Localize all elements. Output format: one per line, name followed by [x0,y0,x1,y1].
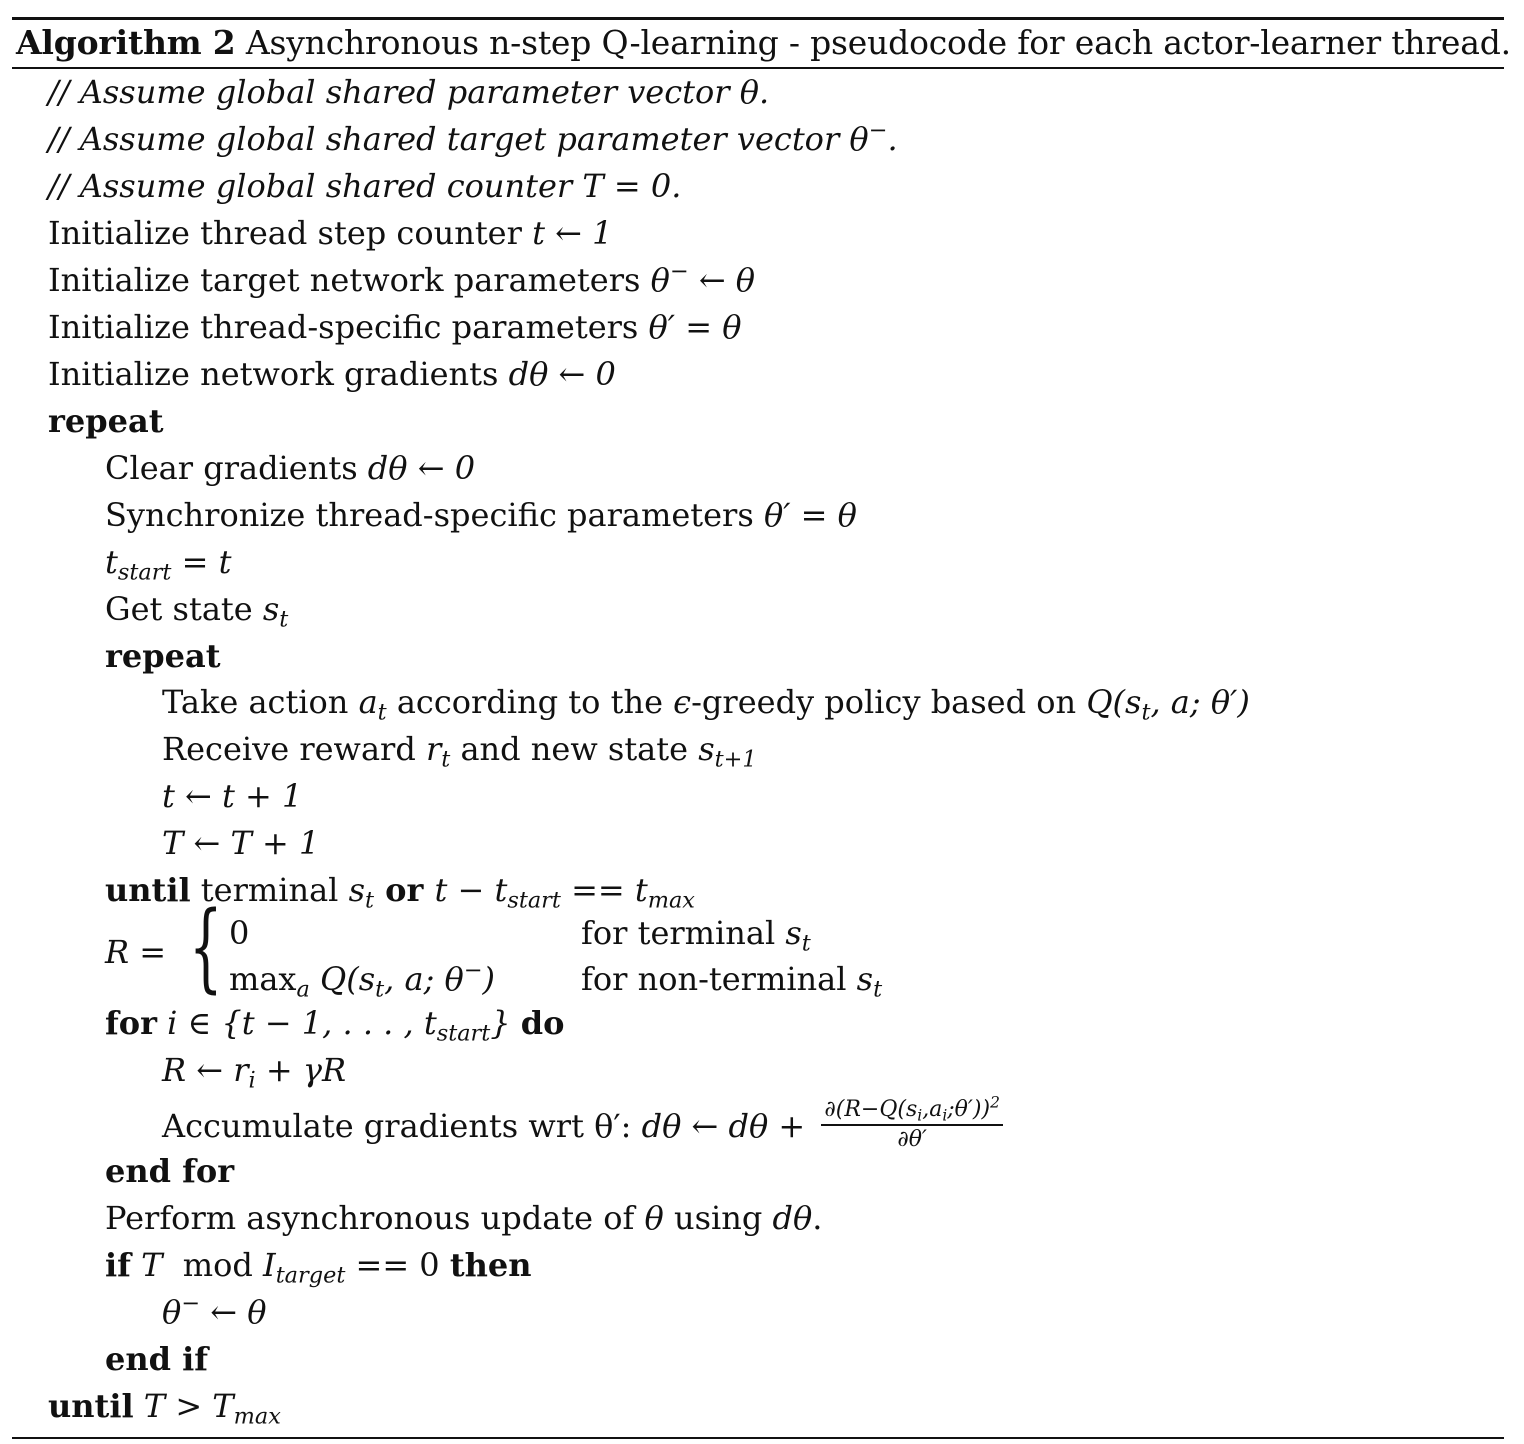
math: ;θ′)) [947,1096,991,1122]
math: == 0 [345,1246,450,1284]
tstart-assign [105,539,231,585]
math: dθ ← dθ + [641,1107,816,1145]
fraction-numerator [821,1093,1002,1126]
math: θ′ = θ [648,308,742,346]
math: s [856,960,874,998]
subscript: max [647,887,695,914]
case-nonterminal-value [229,957,495,1001]
line-text: terminal [190,871,349,909]
math: max [229,960,297,998]
init-step-counter [48,210,612,256]
math: t ← t + 1 [162,777,303,815]
clear-gradients [105,445,475,491]
accumulate-gradients [162,1093,1003,1152]
math: s [348,871,365,909]
math: r [425,730,442,768]
line-text: Initialize network gradients [48,355,509,393]
math: T ← T + 1 [162,824,320,862]
keyword: until [48,1387,134,1425]
keyword: then [449,1246,532,1284]
take-action [162,679,1250,725]
comment-line-3 [48,163,681,209]
math: ← θ [200,1293,267,1331]
subscript: t [1141,699,1151,726]
for-loop [105,1000,565,1046]
math: θ′ = θ [763,496,857,534]
subscript: start [117,559,172,586]
case-nonterminal-condition [581,957,882,1001]
line-text: Synchronize thread-specific parameters [105,496,764,534]
comment-text: . [887,120,898,158]
sync-params [105,492,857,538]
line-text: Accumulate gradients wrt θ′: [162,1107,642,1145]
math: dθ ← 0 [508,355,616,393]
end-if [105,1336,208,1382]
init-target-params [48,257,755,303]
keyword: until [105,871,191,909]
math: dθ ← 0 [367,449,476,487]
subscript: a [296,976,310,1003]
line-text: for terminal [581,914,786,952]
init-gradients [48,351,616,397]
math: mod [162,1246,264,1284]
increment-t [162,773,302,819]
line-text: Get state [105,590,263,628]
math: I [263,1246,276,1284]
line-text: . [812,1199,823,1237]
subscript: t [279,606,289,633]
math: Q(s [309,960,376,998]
math: s [785,914,802,952]
line-text: Perform asynchronous update of [105,1199,645,1237]
increment-T [162,820,319,866]
algorithm-title: Asynchronous n-step Q-learning - pseudocode for each actor-learner thread. [245,23,1511,62]
math: t − t [434,871,508,909]
left-brace: { [189,891,223,1003]
line-text: -greedy policy based on [691,683,1087,721]
math: θ [650,261,670,299]
subscript: t [364,887,374,914]
math: ϵ [673,683,692,721]
subscript: t [873,976,883,1003]
repeat-inner [105,633,220,679]
subscript: t+1 [714,746,757,773]
keyword: repeat [48,402,164,440]
keyword: or [373,871,435,909]
fraction-denominator: ∂θ′ [897,1126,927,1152]
math: T > T [133,1387,234,1425]
superscript: − [669,258,689,285]
subscript: target [275,1262,346,1289]
math: s [698,730,715,768]
line-text: for non-terminal [581,960,857,998]
math: t ← 1 [532,214,613,252]
perform-update [105,1195,822,1241]
if-target-update [105,1242,532,1288]
superscript: − [868,117,888,144]
superscript: 2 [990,1093,1000,1112]
bottom-rule [12,1437,1504,1439]
until-outer [48,1383,281,1429]
keyword: do [520,1004,565,1042]
math: θ [644,1199,664,1237]
math: R ← r [162,1051,249,1089]
target-copy [162,1289,266,1335]
math: } [490,1004,521,1042]
math: R = [105,933,167,971]
end-for [105,1148,234,1194]
case-terminal-condition [581,911,811,955]
line-text: Clear gradients [105,449,368,487]
subscript: t [441,746,451,773]
subscript: i [248,1067,256,1094]
superscript: − [463,957,483,984]
comment-text: // Assume global shared counter T = 0. [48,167,682,205]
math: T [130,1246,163,1284]
gradient-fraction [821,1093,1002,1152]
superscript: − [181,1290,201,1317]
comment-line-2 [48,116,898,162]
subscript: t [375,976,385,1003]
keyword: end for [105,1152,235,1190]
init-thread-params [48,304,741,350]
math: ← θ [688,261,756,299]
receive-reward [162,726,757,772]
math: ,a [922,1096,943,1122]
math: dθ [772,1199,813,1237]
comment-text: // Assume global shared parameter vector θ. [48,73,770,111]
math: ) [482,960,496,998]
subscript: start [436,1020,491,1047]
math: , a; θ′) [1150,683,1250,721]
comment-line-1 [48,69,769,115]
math: ∂(R−Q(s [824,1096,918,1122]
subscript: max [233,1403,281,1430]
line-text: according to the [386,683,674,721]
math: s [262,590,280,628]
line-text: Initialize thread step counter [48,214,533,252]
case-terminal-value [229,911,249,955]
math: t [105,543,118,581]
return-update [162,1047,346,1093]
line-text: Receive reward [162,730,426,768]
comment-text: // Assume global shared target parameter vector θ [48,120,869,158]
line-text: using [663,1199,773,1237]
keyword: repeat [105,637,221,675]
math: θ [162,1293,182,1331]
math: Q(s [1086,683,1142,721]
subscript: t [377,699,387,726]
math: 0 [229,914,250,952]
math: + γR [255,1051,347,1089]
repeat-outer [48,398,163,444]
line-text: Initialize target network parameters [48,261,651,299]
subscript: t [801,930,811,957]
line-text: and new state [450,730,699,768]
math: i ∈ {t − 1, . . . , t [156,1004,437,1042]
subscript: start [507,887,561,914]
keyword: end if [105,1340,209,1378]
math: == t [560,871,648,909]
keyword: if [105,1246,131,1284]
line-text: Take action [162,683,359,721]
math: a [358,683,378,721]
subscript: i [917,1105,923,1124]
keyword: for [105,1004,157,1042]
subscript: i [942,1105,948,1124]
line-text: Initialize thread-specific parameters [48,308,649,346]
get-state [105,586,288,632]
algorithm-label: Algorithm 2 [16,23,236,62]
math: , a; θ [384,960,464,998]
algorithm-caption [16,20,1511,66]
math: = t [171,543,232,581]
